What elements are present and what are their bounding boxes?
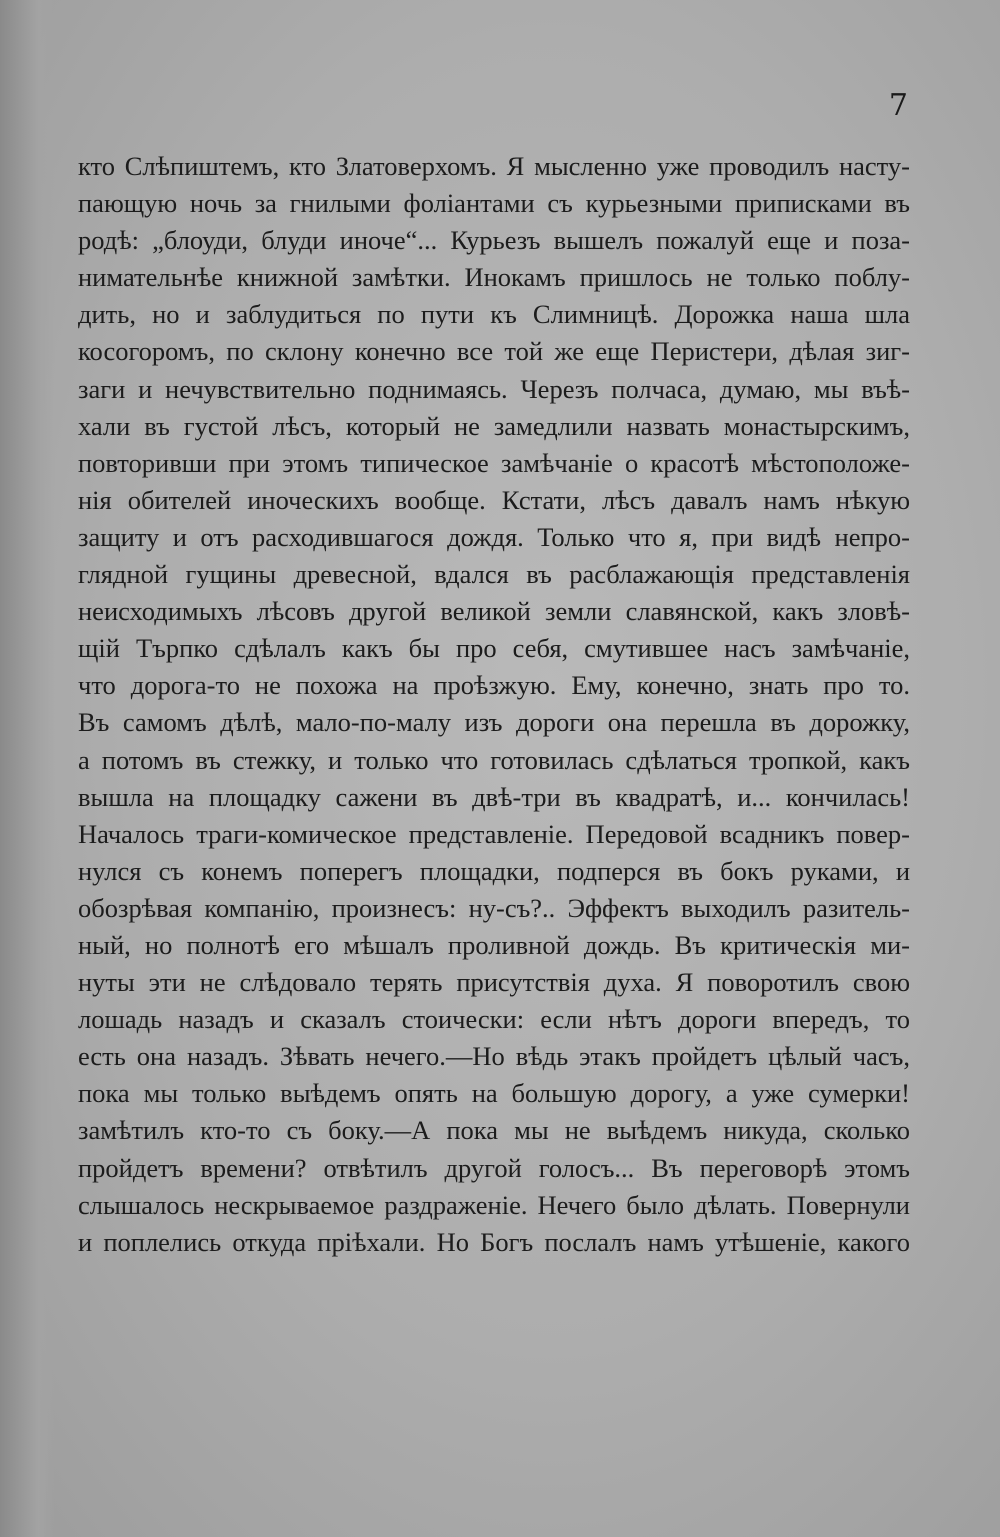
text-line: хали въ густой лѣсъ, который не замедлили назвать монастырскимъ, xyxy=(78,410,910,441)
text-line: косогоромъ, по склону конечно все той же еще Перистери, дѣлая зиг- xyxy=(78,336,910,367)
text-line: слышалось нескрываемое раздраженіе. Нечего было дѣлать. Повернули xyxy=(78,1189,910,1220)
text-line: дить, но и заблудиться по пути къ Слимницѣ. Дорожка наша шла xyxy=(78,299,910,330)
text-line: нимательнѣе книжной замѣтки. Инокамъ пришлось не только поблу- xyxy=(78,262,910,293)
text-line: защиту и отъ расходившагося дождя. Только что я, при видѣ непро- xyxy=(78,521,910,552)
page-number: 7 xyxy=(888,88,908,123)
text-line: Началось траги-комическое представленіе. Передовой всадникъ повер- xyxy=(78,818,910,849)
text-line: глядной гущины древесной, вдался въ расблажающія представленія xyxy=(78,559,910,590)
text-line: вышла на площадку сажени въ двѣ-три въ квадратѣ, и... кончилась! xyxy=(78,781,910,812)
text-line: нулся съ конемъ поперегъ площадки, подперся въ бокъ руками, и xyxy=(78,855,910,886)
text-line: нія обителей иноческихъ вообще. Кстати, лѣсъ давалъ намъ нѣкую xyxy=(78,484,910,515)
text-line: кто Слѣпиштемъ, кто Златоверхомъ. Я мысленно уже проводилъ насту- xyxy=(78,151,910,181)
text-line: а потомъ въ стежку, и только что готовилась сдѣлаться тропкой, какъ xyxy=(78,744,910,775)
text-line: щій Търпко сдѣлалъ какъ бы про себя, смутившее насъ замѣчаніе, xyxy=(78,633,910,664)
text-line: лошадь назадъ и сказалъ стоически: если нѣтъ дороги впередъ, то xyxy=(78,1004,910,1035)
text-line: нуты эти не слѣдовало терять присутствія духа. Я поворотилъ свою xyxy=(78,967,910,998)
text-line: ный, но полнотѣ его мѣшалъ проливной дождь. Въ критическія ми- xyxy=(78,929,910,960)
text-line: обозрѣвая компанію, произнесъ: ну-съ?.. Эффектъ выходилъ разитель- xyxy=(78,892,910,923)
text-line: есть она назадъ. Зѣвать нечего.—Но вѣдь этакъ пройдетъ цѣлый часъ, xyxy=(78,1041,910,1072)
text-line: заги и нечувствительно поднимаясь. Черезъ полчаса, думаю, мы въѣ- xyxy=(78,373,910,404)
text-line: Въ самомъ дѣлѣ, мало-по-малу изъ дороги она перешла въ дорожку, xyxy=(78,707,910,738)
binding-shadow xyxy=(0,0,55,1537)
text-line: неисходимыхъ лѣсовъ другой великой земли славянской, какъ зловѣ- xyxy=(78,596,910,627)
text-line: замѣтилъ кто-то съ боку.—А пока мы не выѣдемъ никуда, сколько xyxy=(78,1115,910,1146)
text-line: пока мы только выѣдемъ опять на большую дорогу, а уже сумерки! xyxy=(78,1078,910,1109)
text-line: что дорога-то не похожа на проѣзжую. Ему, конечно, знать про то. xyxy=(78,670,910,701)
text-line: повторивши при этомъ типическое замѣчаніе о красотѣ мѣстоположе- xyxy=(78,447,910,478)
text-line: пающую ночь за гнилыми фоліантами съ курьезными приписками въ xyxy=(78,188,910,219)
text-line: пройдетъ времени? отвѣтилъ другой голосъ... Въ переговорѣ этомъ xyxy=(78,1152,910,1183)
text-line: родѣ: „блоуди, блуди иноче“... Курьезъ вышелъ пожалуй еще и поза- xyxy=(78,225,910,256)
body-text xyxy=(78,148,910,1261)
text-line: и поплелись откуда пріѣхали. Но Богъ послалъ намъ утѣшеніе, какого xyxy=(78,1226,910,1257)
